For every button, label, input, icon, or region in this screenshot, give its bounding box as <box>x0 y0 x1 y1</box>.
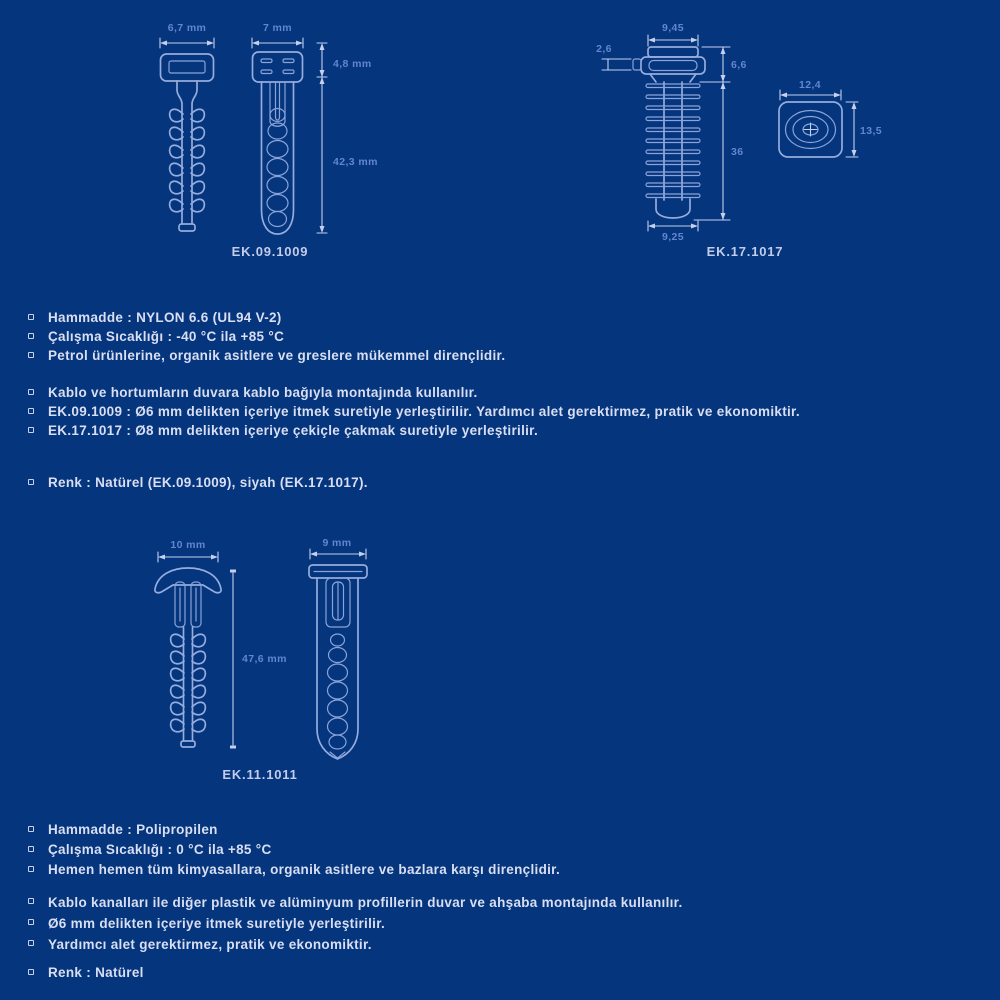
square-bullet-icon <box>28 898 34 904</box>
list-item-text: Kablo kanalları ile diğer plastik ve alüminyum profillerin duvar ve ahşaba montajında kullanılır. <box>48 895 683 910</box>
dim-length-label: 47,6 mm <box>242 653 287 665</box>
list-item <box>25 346 870 365</box>
ek17-product-code: EK.17.1017 <box>706 244 784 259</box>
dim-bottom-label: 9,25 <box>661 231 685 243</box>
ek09-front-view <box>252 22 303 234</box>
dim-length-label: 42,3 mm <box>333 156 378 168</box>
list-item <box>25 963 870 983</box>
ek11-side-view <box>155 539 221 747</box>
anchor-head <box>641 57 705 74</box>
pp-material-list <box>0 820 870 880</box>
list-item <box>25 402 870 421</box>
dim-top-label: 9,45 <box>661 22 685 34</box>
square-bullet-icon <box>28 940 34 946</box>
list-item-text: Çalışma Sıcaklığı : 0 °C ila +85 °C <box>48 842 272 857</box>
dim-width-left-label: 6,7 mm <box>167 22 207 34</box>
list-item <box>25 473 870 492</box>
square-bullet-icon <box>28 408 34 414</box>
list-item-text: Hemen hemen tüm kimyasallara, organik asitlere ve bazlara karşı dirençlidir. <box>48 862 561 877</box>
square-bullet-icon <box>28 333 34 339</box>
list-item-text: Kablo ve hortumların duvara kablo bağıyla montajında kullanılır. <box>48 385 478 400</box>
dim-square-width-label: 12,4 <box>798 79 822 91</box>
list-item <box>25 421 870 440</box>
list-item-text: Hammadde : NYLON 6.6 (UL94 V-2) <box>48 310 282 325</box>
ek11-length-dimension <box>230 570 287 749</box>
list-item-text: EK.09.1009 : Ø6 mm delikten içeriye itmek suretiyle yerleştirilir. Yardımcı alet gerektirmez, pratik ve ekonomiktir. <box>48 404 800 419</box>
ek09-technical-drawing <box>140 18 400 263</box>
list-item-text: Çalışma Sıcaklığı : -40 °C ila +85 °C <box>48 329 285 344</box>
list-item-text: Renk : Natürel <box>48 965 144 980</box>
list-item-text: EK.17.1017 : Ø8 mm delikten içeriye çekiçle çakmak suretiyle yerleştirilir. <box>48 423 539 438</box>
dim-head-label: 6,6 <box>731 59 747 71</box>
dim-width-left-label: 10 mm <box>170 539 206 551</box>
dim-lip-label: 2,6 <box>596 43 612 55</box>
dim-width-right-label: 9 mm <box>322 537 352 549</box>
list-item-text: Petrol ürünlerine, organik asitlere ve greslere mükemmel dirençlidir. <box>48 348 506 363</box>
anchor-ribs <box>646 84 700 198</box>
list-item <box>25 327 870 346</box>
nylon-color-list <box>0 473 870 492</box>
ek09-side-view <box>160 22 214 231</box>
square-bullet-icon <box>28 314 34 320</box>
square-bullet-icon <box>28 919 34 925</box>
square-bullet-icon <box>28 826 34 832</box>
pp-usage-list <box>0 892 870 955</box>
plug-head <box>253 52 303 82</box>
ek09-length-dimension <box>317 43 378 233</box>
square-bullet-icon <box>28 969 34 975</box>
ek11-product-code: EK.11.1011 <box>222 767 298 782</box>
square-bullet-icon <box>28 479 34 485</box>
dim-head-label: 4,8 mm <box>333 58 372 70</box>
ek11-front-view <box>309 537 367 759</box>
nylon-material-list <box>0 308 870 365</box>
dim-square-height-label: 13,5 <box>860 125 883 137</box>
ek09-product-code: EK.09.1009 <box>231 244 309 259</box>
list-item-text: Ø6 mm delikten içeriye itmek suretiyle yerleştirilir. <box>48 916 386 931</box>
list-item <box>25 820 870 840</box>
list-item-text: Hammadde : Polipropilen <box>48 822 218 837</box>
pp-color-list <box>0 963 870 983</box>
dim-body-label: 36 <box>731 146 744 158</box>
list-item-text: Yardımcı alet gerektirmez, pratik ve ekonomiktir. <box>48 937 372 952</box>
square-bullet-icon <box>28 846 34 852</box>
list-item <box>25 913 870 934</box>
ek11-technical-drawing <box>140 535 380 770</box>
mushroom-cap <box>155 568 221 593</box>
list-item <box>25 860 870 880</box>
list-item <box>25 308 870 327</box>
ek17-top-view <box>779 79 882 157</box>
list-item <box>25 840 870 860</box>
list-item-text: Renk : Natürel (EK.09.1009), siyah (EK.17.1017). <box>48 475 368 490</box>
dim-width-right-label: 7 mm <box>262 22 293 34</box>
nylon-usage-list <box>0 383 870 440</box>
square-bullet-icon <box>28 352 34 358</box>
list-item <box>25 892 870 913</box>
list-item <box>25 934 870 955</box>
square-bullet-icon <box>28 866 34 872</box>
square-bullet-icon <box>28 427 34 433</box>
ek17-side-view <box>596 22 705 243</box>
list-item <box>25 383 870 402</box>
ek17-technical-drawing <box>590 18 900 263</box>
square-bullet-icon <box>28 389 34 395</box>
